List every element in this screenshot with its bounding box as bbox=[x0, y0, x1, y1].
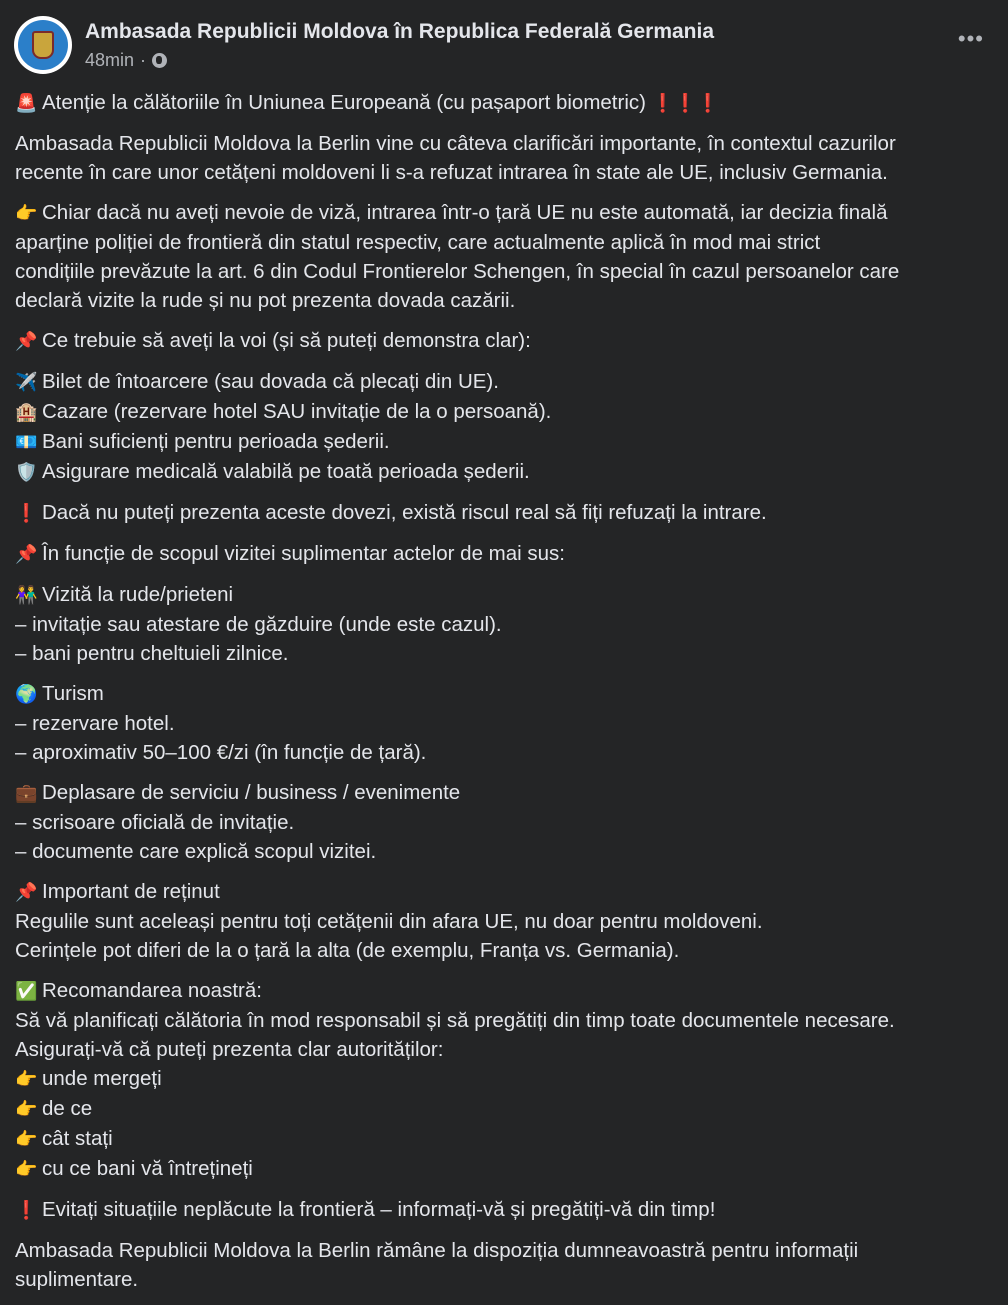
emoji-icon: 💶 bbox=[15, 432, 38, 452]
line-text: Turism bbox=[42, 682, 104, 705]
text-line bbox=[15, 1094, 1000, 1124]
text-line bbox=[15, 88, 1000, 118]
line-text: Asigurați-vă că puteți prezenta clar autorităților: bbox=[15, 1038, 444, 1061]
line-text: unde mergeți bbox=[42, 1067, 162, 1090]
text-line bbox=[15, 907, 1000, 936]
line-text: Dacă nu puteți prezenta aceste dovezi, există riscul real să fiți refuzați la intrare. bbox=[42, 501, 767, 524]
text-line bbox=[15, 129, 1000, 158]
line-text: – aproximativ 50–100 €/zi (în funcție de țară). bbox=[15, 741, 427, 764]
emoji-icon: ❗ bbox=[15, 1200, 38, 1220]
post-paragraph bbox=[15, 198, 1000, 315]
line-text: Ambasada Republicii Moldova la Berlin vine cu câteva clarificări importante, în contextul cazurilor bbox=[15, 132, 896, 155]
text-line bbox=[15, 498, 1000, 528]
post-paragraph bbox=[15, 129, 1000, 187]
line-text: suplimentare. bbox=[15, 1268, 139, 1291]
post-paragraph bbox=[15, 580, 1000, 668]
text-line bbox=[15, 286, 1000, 315]
line-text: Ce trebuie să aveți la voi (și să puteți demonstra clar): bbox=[42, 329, 531, 352]
emoji-icon: ✅ bbox=[15, 981, 38, 1001]
page-avatar[interactable] bbox=[14, 16, 72, 74]
text-line bbox=[15, 1124, 1000, 1154]
line-text: În funcție de scopul vizitei suplimentar actelor de mai sus: bbox=[42, 542, 566, 565]
line-text: – rezervare hotel. bbox=[15, 712, 175, 735]
post-header bbox=[14, 16, 1008, 78]
line-text: Asigurare medicală valabilă pe toată perioada șederii. bbox=[42, 460, 530, 483]
line-text: Bilet de întoarcere (sau dovada că plecați din UE). bbox=[42, 370, 499, 393]
text-line bbox=[15, 778, 1000, 808]
post-meta bbox=[85, 50, 167, 71]
text-line bbox=[15, 1154, 1000, 1184]
line-text: Cerințele pot diferi de la o țară la alta (de exemplu, Franța vs. Germania). bbox=[15, 939, 680, 962]
emoji-icon: 👫 bbox=[15, 585, 38, 605]
emoji-icon: 👉 bbox=[15, 1069, 38, 1089]
text-line bbox=[15, 580, 1000, 610]
coat-of-arms-icon bbox=[32, 31, 54, 59]
exclamation-icons: ❗❗❗ bbox=[651, 93, 719, 113]
emoji-icon: 📌 bbox=[15, 882, 38, 902]
text-line bbox=[15, 1006, 1000, 1035]
emoji-icon: 🏨 bbox=[15, 402, 38, 422]
text-line bbox=[15, 257, 1000, 286]
meta-separator: · bbox=[140, 50, 147, 70]
text-line bbox=[15, 1064, 1000, 1094]
text-line bbox=[15, 808, 1000, 837]
post-paragraph bbox=[15, 539, 1000, 569]
emoji-icon: 🛡️ bbox=[15, 462, 38, 482]
text-line bbox=[15, 397, 1000, 427]
text-line bbox=[15, 1195, 1000, 1225]
line-text: Recomandarea noastră: bbox=[42, 979, 262, 1002]
globe-icon bbox=[152, 53, 167, 68]
line-text: Deplasare de serviciu / business / evenimente bbox=[42, 781, 461, 804]
page-name-link[interactable]: Ambasada Republicii Moldova în Republica Federală Germania bbox=[85, 20, 715, 43]
line-text: declară vizite la rude și nu pot prezenta dovada cazării. bbox=[15, 289, 516, 312]
text-line bbox=[15, 639, 1000, 668]
post-timestamp[interactable]: 48min bbox=[85, 50, 135, 70]
line-text: Evitați situațiile neplăcute la frontieră – informați-vă și pregătiți-vă din timp! bbox=[42, 1198, 716, 1221]
text-line bbox=[15, 367, 1000, 397]
line-text: – bani pentru cheltuieli zilnice. bbox=[15, 642, 289, 665]
line-text: Chiar dacă nu aveți nevoie de viză, intrarea într-o țară UE nu este automată, iar decizia finală bbox=[42, 201, 888, 224]
post-paragraph bbox=[15, 88, 1000, 118]
line-text: condițiile prevăzute la art. 6 din Codul Frontierelor Schengen, în special în cazul persoanelor care bbox=[15, 260, 900, 283]
emoji-icon: 🌍 bbox=[15, 684, 38, 704]
emoji-icon: ✈️ bbox=[15, 372, 38, 392]
line-text: recente în care unor cetățeni moldoveni li s-a refuzat intrarea în state ale UE, inclusiv Germania. bbox=[15, 161, 888, 184]
post-paragraph bbox=[15, 1236, 1000, 1294]
post-paragraph bbox=[15, 679, 1000, 767]
line-text: – scrisoare oficială de invitație. bbox=[15, 811, 295, 834]
line-text: aparține poliției de frontieră din statul respectiv, care actualmente aplică în mod mai strict bbox=[15, 231, 821, 254]
text-line bbox=[15, 228, 1000, 257]
line-text: Vizită la rude/prieteni bbox=[42, 583, 234, 606]
text-line bbox=[15, 158, 1000, 187]
text-line bbox=[15, 877, 1000, 907]
post-paragraph bbox=[15, 326, 1000, 356]
emoji-icon: ❗ bbox=[15, 503, 38, 523]
post-paragraph bbox=[15, 1195, 1000, 1225]
text-line bbox=[15, 976, 1000, 1006]
emoji-icon: 👉 bbox=[15, 1159, 38, 1179]
text-line bbox=[15, 539, 1000, 569]
post-paragraph bbox=[15, 498, 1000, 528]
text-line bbox=[15, 326, 1000, 356]
line-text: Ambasada Republicii Moldova la Berlin rămâne la dispoziția dumneavoastră pentru informații bbox=[15, 1239, 859, 1262]
emoji-icon: 💼 bbox=[15, 783, 38, 803]
more-options-button[interactable]: ••• bbox=[957, 26, 984, 51]
text-line bbox=[15, 427, 1000, 457]
text-line bbox=[15, 457, 1000, 487]
post-paragraph bbox=[15, 976, 1000, 1184]
line-text: Cazare (rezervare hotel SAU invitație de la o persoană). bbox=[42, 400, 552, 423]
line-text: cu ce bani vă întrețineți bbox=[42, 1157, 253, 1180]
text-line bbox=[15, 679, 1000, 709]
text-line bbox=[15, 709, 1000, 738]
line-text: Să vă planificați călătoria în mod responsabil și să pregătiți din timp toate documentele necesare. bbox=[15, 1009, 895, 1032]
line-text: Bani suficienți pentru perioada șederii. bbox=[42, 430, 390, 453]
embassy-logo bbox=[18, 20, 68, 70]
emoji-icon: 📌 bbox=[15, 331, 38, 351]
text-line bbox=[15, 1035, 1000, 1064]
text-line bbox=[15, 738, 1000, 767]
text-line bbox=[15, 936, 1000, 965]
emoji-icon: 👉 bbox=[15, 1099, 38, 1119]
text-line bbox=[15, 837, 1000, 866]
text-line bbox=[15, 1236, 1000, 1265]
line-text: Regulile sunt aceleași pentru toți cetățenii din afara UE, nu doar pentru moldoveni. bbox=[15, 910, 763, 933]
post-text bbox=[15, 88, 1000, 1305]
emoji-icon: 🚨 bbox=[15, 93, 38, 113]
line-text: de ce bbox=[42, 1097, 93, 1120]
post-paragraph bbox=[15, 877, 1000, 965]
emoji-icon: 👉 bbox=[15, 203, 38, 223]
post-paragraph bbox=[15, 778, 1000, 866]
line-text: – documente care explică scopul vizitei. bbox=[15, 840, 377, 863]
emoji-icon: 📌 bbox=[15, 544, 38, 564]
text-line bbox=[15, 198, 1000, 228]
line-text: cât stați bbox=[42, 1127, 113, 1150]
line-text: – invitație sau atestare de găzduire (unde este cazul). bbox=[15, 613, 502, 636]
emoji-icon: 👉 bbox=[15, 1129, 38, 1149]
line-text: Atenție la călătoriile în Uniunea Europeană (cu pașaport biometric) bbox=[42, 91, 652, 114]
line-text: Important de reținut bbox=[42, 880, 220, 903]
text-line bbox=[15, 610, 1000, 639]
post-paragraph bbox=[15, 367, 1000, 487]
